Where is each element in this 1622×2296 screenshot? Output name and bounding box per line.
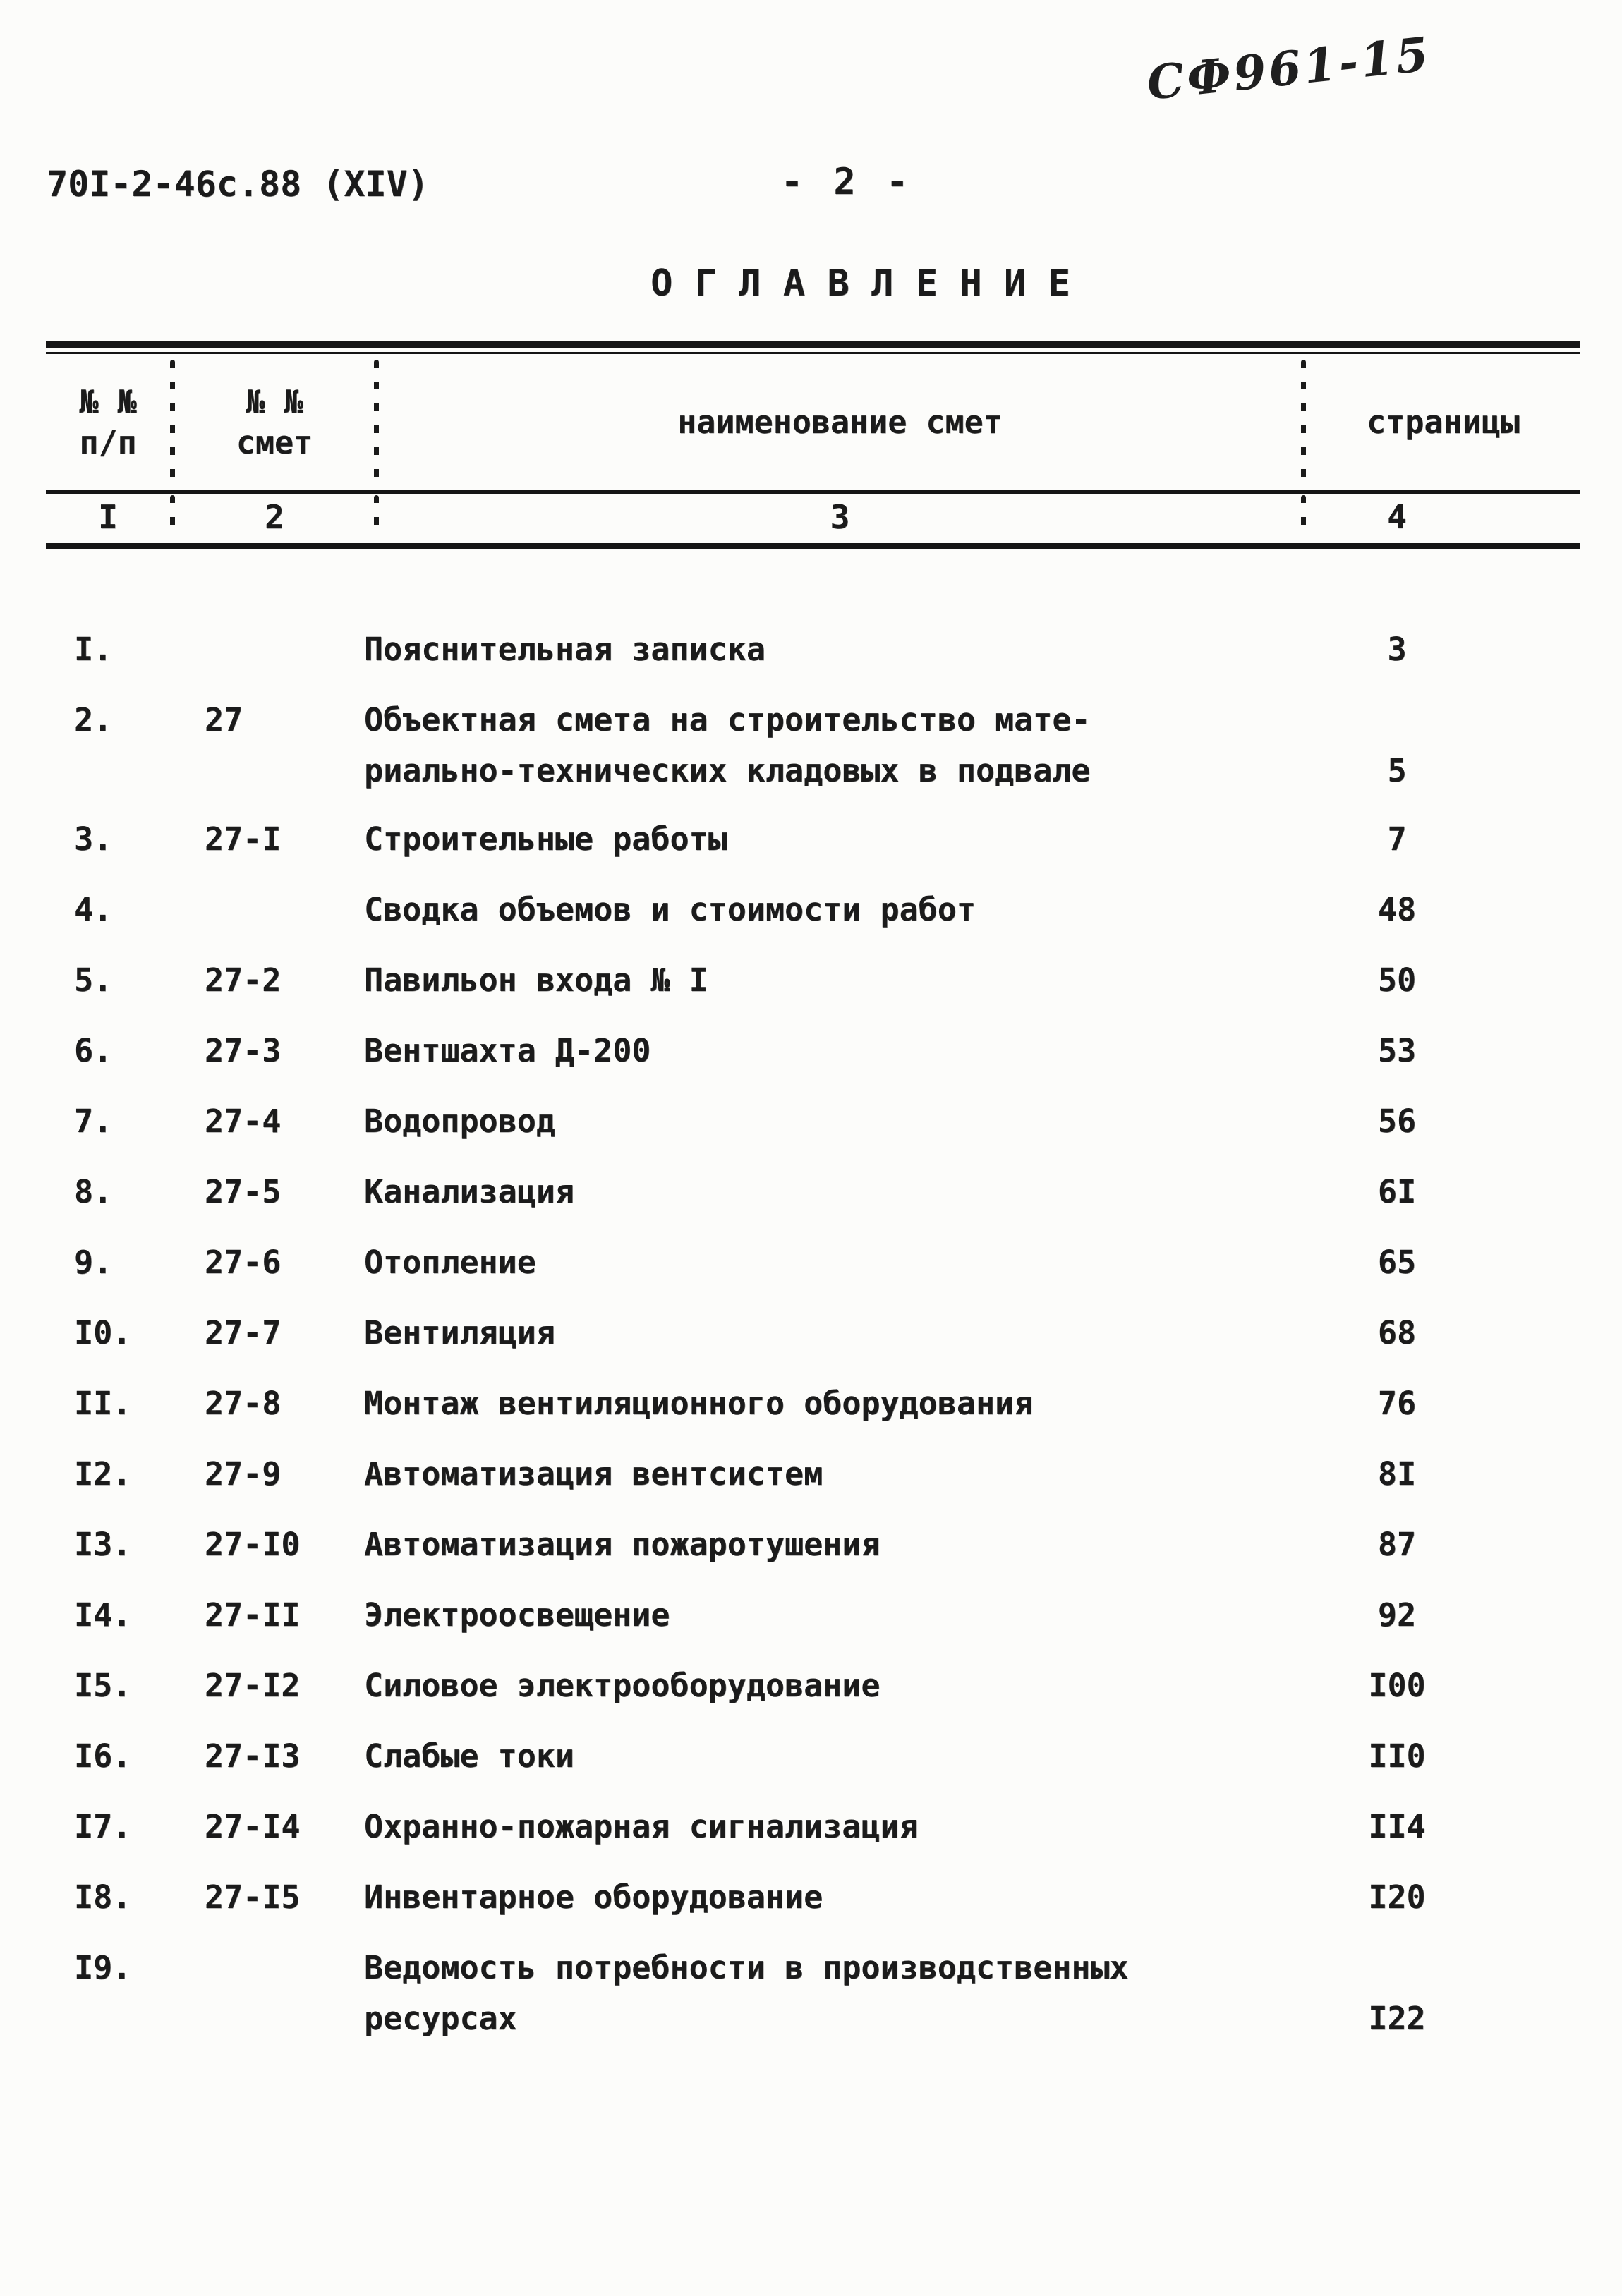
estimate-name-line: Электроосвещение [364, 1596, 670, 1634]
page-number: 76 [1316, 1378, 1478, 2296]
row-number: I8. [74, 1878, 132, 1916]
toc-row [46, 1519, 1580, 1590]
column-separator-dotted [1301, 495, 1306, 539]
page-number: I22 [1316, 1993, 1478, 2296]
toc-row [46, 695, 1580, 814]
column-header-row-number [46, 354, 170, 490]
estimate-name [364, 1731, 574, 1782]
estimate-name-line: Отопление [364, 1244, 536, 1281]
estimate-name-line: ресурсах [364, 2000, 517, 2037]
estimate-number: 27-I2 [205, 1667, 301, 1704]
estimate-number: 27-I [205, 820, 282, 858]
page-number: 65 [1316, 1237, 1478, 2296]
toc-row [46, 1802, 1580, 1872]
page-number: 92 [1316, 1590, 1478, 2296]
row-number: I5. [74, 1667, 132, 1704]
estimate-number: 27-6 [205, 1244, 282, 1281]
estimate-number: 27-3 [205, 1032, 282, 1069]
page-number: 3 [1316, 624, 1478, 2296]
estimate-name-line: Монтаж вентиляционного оборудования [364, 1385, 1034, 1422]
estimate-name [364, 1943, 1129, 2044]
toc-row [46, 1096, 1580, 1167]
column-header-line: смет [236, 423, 313, 461]
estimate-number: 27-8 [205, 1385, 282, 1422]
row-number: I2. [74, 1455, 132, 1493]
estimate-name-line: Силовое электрооборудование [364, 1667, 880, 1704]
estimate-name [364, 955, 708, 1006]
estimate-name [364, 885, 976, 935]
estimate-number: 27-4 [205, 1103, 282, 1140]
page-number: 8I [1316, 1449, 1478, 2296]
page-number: 87 [1316, 1519, 1478, 2296]
estimate-name-line: Сводка объемов и стоимости работ [364, 891, 976, 928]
document-number: 70I-2-46с.88 (ХIV) [47, 164, 429, 205]
estimate-name [364, 1802, 919, 1852]
estimate-name [364, 1449, 823, 1500]
estimate-number: 27-II [205, 1596, 301, 1634]
toc-row [46, 1943, 1580, 2062]
estimate-number: 27 [205, 701, 243, 739]
estimate-name-line: Автоматизация пожаротушения [364, 1526, 880, 1563]
page-title: О Г Л А В Л Е Н И Е [650, 262, 1070, 305]
page-number: 6I [1316, 1167, 1478, 2296]
row-number: 4. [74, 891, 113, 928]
row-number: I3. [74, 1526, 132, 1563]
estimate-name-line: Ведомость потребности в производственных [364, 1949, 1129, 1986]
column-index: 2 [265, 498, 284, 536]
page-number: I20 [1316, 1872, 1478, 2296]
estimate-number: 27-5 [205, 1173, 282, 1210]
estimate-name [364, 624, 765, 675]
row-number: 8. [74, 1173, 113, 1210]
column-separator-dotted [1301, 360, 1306, 485]
page-number: 53 [1316, 1026, 1478, 2296]
estimate-name [364, 1026, 650, 1076]
column-separator-dotted [374, 360, 379, 485]
estimate-name-line: Охранно-пожарная сигнализация [364, 1808, 919, 1845]
toc-row [46, 1308, 1580, 1378]
row-number: 6. [74, 1032, 113, 1069]
estimate-name-line: Павильон входа № I [364, 961, 708, 999]
estimate-name [364, 1590, 670, 1641]
estimate-name [364, 695, 1091, 796]
toc-row [46, 885, 1580, 955]
page-number: 56 [1316, 1096, 1478, 2296]
estimate-number: 27-I4 [205, 1808, 301, 1845]
toc-table-header [46, 341, 1580, 549]
page-number: 68 [1316, 1308, 1478, 2296]
toc-row [46, 1449, 1580, 1519]
toc-row [46, 1026, 1580, 1096]
estimate-name-line: Строительные работы [364, 820, 727, 858]
table-header-row [46, 354, 1580, 490]
row-number: I7. [74, 1808, 132, 1845]
estimate-name [364, 814, 727, 865]
toc-row [46, 1378, 1580, 1449]
estimate-number: 27-9 [205, 1455, 282, 1493]
column-separator-dotted [170, 495, 175, 539]
page-number: I00 [1316, 1660, 1478, 2296]
toc-row [46, 1590, 1580, 1660]
toc-row [46, 1237, 1580, 1308]
column-index: I [98, 498, 118, 536]
toc-row [46, 1167, 1580, 1237]
estimate-name-line: Слабые токи [364, 1737, 575, 1775]
page-number: 50 [1316, 955, 1478, 2296]
column-header-line: наименование смет [677, 403, 1003, 441]
table-top-rule-thick [46, 341, 1580, 348]
estimate-name [364, 1237, 536, 1288]
column-header-estimate-number [175, 354, 374, 490]
row-number: 3. [74, 820, 113, 858]
page-number: 48 [1316, 885, 1478, 2296]
estimate-name-line: Объектная смета на строительство мате- [364, 701, 1091, 739]
row-number: 7. [74, 1103, 113, 1140]
toc-row [46, 1660, 1580, 1731]
handwritten-note: СФ961-15 [1144, 26, 1434, 111]
row-number: I. [74, 631, 113, 668]
table-bottom-rule [46, 543, 1580, 549]
row-number: 2. [74, 701, 113, 739]
column-index: 3 [830, 498, 850, 536]
column-index: 4 [1387, 498, 1407, 536]
estimate-number: 27-2 [205, 961, 282, 999]
estimate-name [364, 1308, 555, 1359]
estimate-number: 27-7 [205, 1314, 282, 1352]
page-number: II0 [1316, 1731, 1478, 2296]
page-number: 7 [1316, 814, 1478, 2296]
toc-rows [46, 624, 1580, 2062]
estimate-name-line: риально-технических кладовых в подвале [364, 752, 1091, 789]
estimate-name [364, 1519, 880, 1570]
row-number: II. [74, 1385, 132, 1422]
page-number: 5 [1316, 746, 1478, 2296]
estimate-name-line: Водопровод [364, 1103, 555, 1140]
estimate-name-line: Автоматизация вентсистем [364, 1455, 823, 1493]
estimate-name [364, 1096, 555, 1147]
estimate-name [364, 1167, 574, 1217]
estimate-name-line: Инвентарное оборудование [364, 1878, 823, 1916]
estimate-name-line: Пояснительная записка [364, 631, 765, 668]
column-header-pages [1306, 354, 1580, 490]
column-header-line: п/п [79, 423, 137, 461]
estimate-name-line: Вентиляция [364, 1314, 555, 1352]
column-separator-dotted [170, 360, 175, 485]
column-header-line: № № [246, 382, 303, 420]
estimate-name-line: Вентшахта Д-200 [364, 1032, 651, 1069]
toc-row [46, 955, 1580, 1026]
toc-row [46, 1731, 1580, 1802]
estimate-name [364, 1872, 823, 1923]
estimate-number: 27-I3 [205, 1737, 301, 1775]
toc-row [46, 814, 1580, 885]
column-header-line: № № [79, 382, 137, 420]
column-separator-dotted [374, 495, 379, 539]
estimate-number: 27-I5 [205, 1878, 301, 1916]
column-header-line: страницы [1367, 403, 1520, 441]
row-number: I0. [74, 1314, 132, 1352]
estimate-name [364, 1378, 1033, 1429]
estimate-name [364, 1660, 880, 1711]
estimate-number: 27-I0 [205, 1526, 301, 1563]
estimate-name-line: Канализация [364, 1173, 575, 1210]
toc-row [46, 624, 1580, 695]
row-number: 9. [74, 1244, 113, 1281]
column-index-row [46, 494, 1580, 543]
row-number: 5. [74, 961, 113, 999]
row-number: I6. [74, 1737, 132, 1775]
column-header-estimate-name [379, 354, 1301, 490]
toc-row [46, 1872, 1580, 1943]
row-number: I9. [74, 1949, 132, 1986]
page-number: II4 [1316, 1802, 1478, 2296]
page-number-marker: - 2 - [780, 161, 913, 203]
row-number: I4. [74, 1596, 132, 1634]
